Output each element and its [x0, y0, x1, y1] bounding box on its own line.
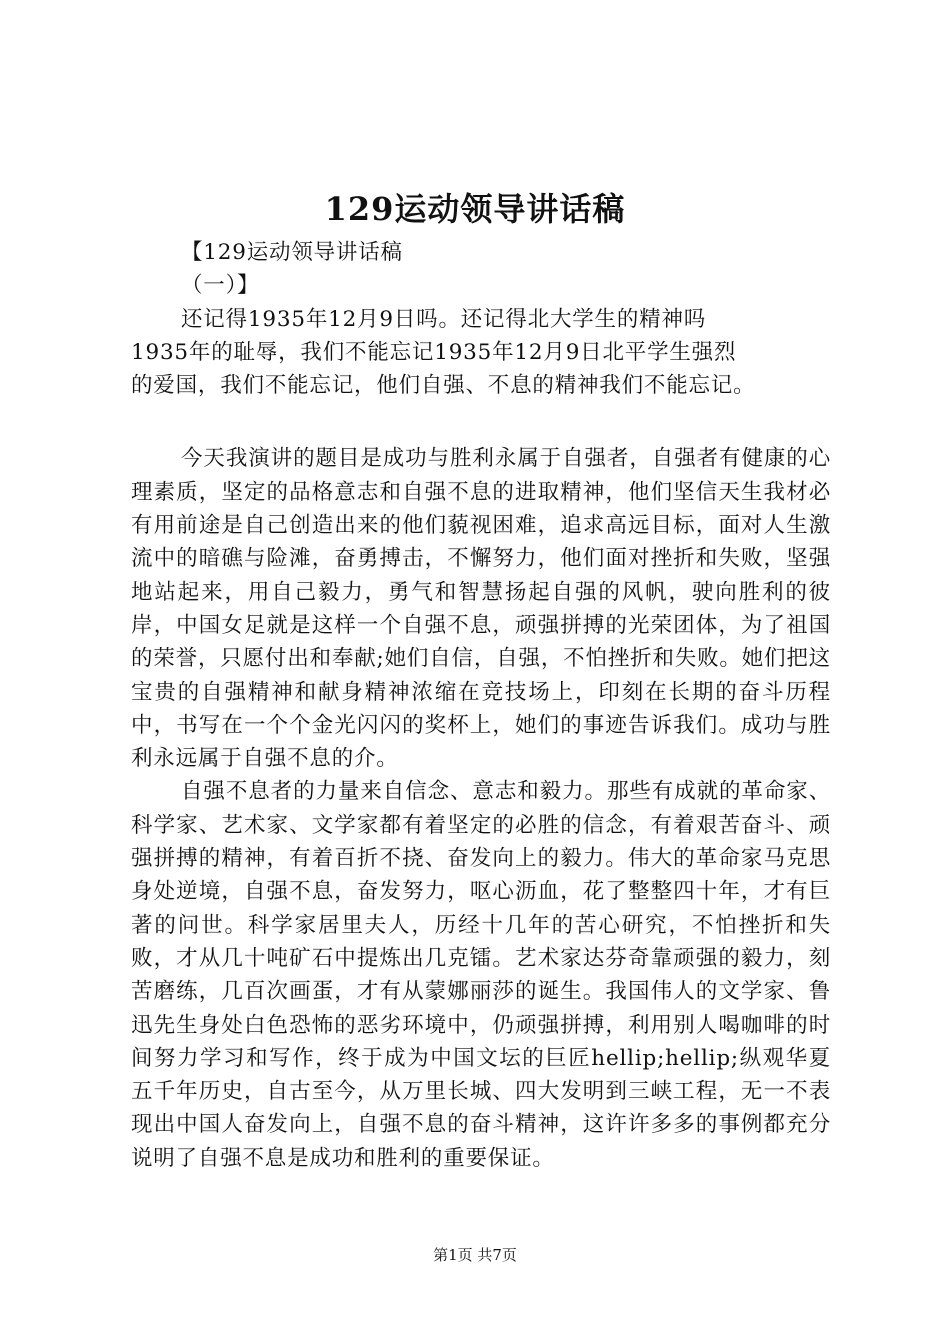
paragraph-1: 今天我演讲的题目是成功与胜利永属于自强者，自强者有健康的心理素质，坚定的品格意志和自强不息的进取精神，他们坚信天生我材必有用前途是自己创造出来的他们藐视困难，追求高远目标，面对人生激流中的暗礁与险滩，奋勇搏击，不懈努力，他们面对挫折和失败，坚强地站起来，用自己毅力，勇气和智慧扬起自强的风帆，驶向胜利的彼岸，中国女足就是这样一个自强不息，顽强拼搏的光荣团体，为了祖国的荣誉，只愿付出和奉献;她们自信，自强，不怕挫折和失败。她们把这宝贵的自强精神和献身精神浓缩在竞技场上，印刻在长期的奋斗历程中，书写在一个个金光闪闪的奖杯上，她们的事迹告诉我们。成功与胜利永远属于自强不息的介。 [131, 446, 831, 772]
document-title: 129运动领导讲话稿 [324, 190, 626, 228]
intro-line-2: 1935年的耻辱，我们不能忘记1935年12月9日北平学生强烈 [131, 339, 737, 365]
intro-line-3: 的爱国，我们不能忘记，他们自强、不息的精神我们不能忘记。 [131, 373, 756, 399]
intro-line-1: 还记得1935年12月9日吗。还记得北大学生的精神吗 [181, 306, 707, 332]
subtitle-line-1: 【129运动领导讲话稿 [181, 240, 403, 265]
document-body [131, 236, 831, 1175]
paragraph-gap [131, 402, 831, 442]
subtitle-line-2: （一）】 [181, 273, 260, 299]
page-footer: 第1页 共7页 [433, 1246, 517, 1264]
paragraph-2: 自强不息者的力量来自信念、意志和毅力。那些有成就的革命家、科学家、艺术家、文学家都有着坚定的必胜的信念，有着艰苦奋斗、顽强拼搏的精神，有着百折不挠、奋发向上的毅力。伟大的革命家马克思身处逆境，自强不息，奋发努力，呕心沥血，花了整整四十年，才有巨著的问世。科学家居里夫人，历经十几年的苦心研究，不怕挫折和失败，才从几十吨矿石中提炼出几克镭。艺术家达芬奇靠顽强的毅力，刻苦磨练，几百次画蛋，才有从蒙娜丽莎的诞生。我国伟人的文学家、鲁迅先生身处白色恐怖的恶劣环境中，仍顽强拼搏，利用别人喝咖啡的时间努力学习和写作，终于成为中国文坛的巨匠hellip;hellip;纵观华夏五千年历史，自古至今，从万里长城、四大发明到三峡工程，无一不表现出中国人奋发向上，自强不息的奋斗精神，这许许多多的事例都充分说明了自强不息是成功和胜利的重要保证。 [131, 779, 831, 1171]
